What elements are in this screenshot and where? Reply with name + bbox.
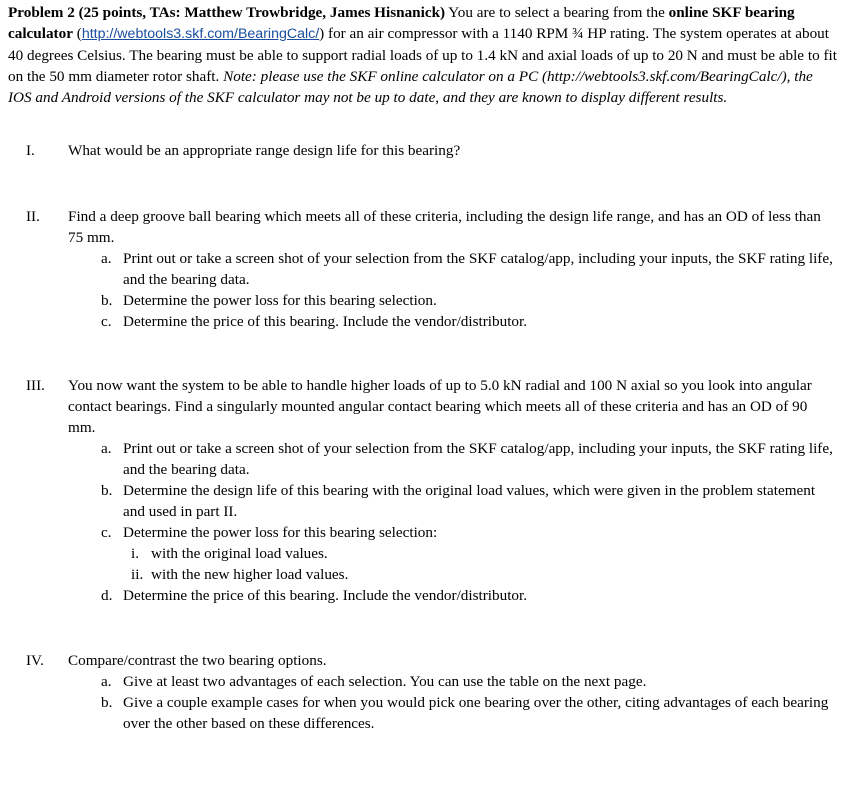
item-text: Determine the price of this bearing. Include the vendor/distributor. [123, 313, 528, 330]
section-2-number: II. [26, 208, 40, 225]
item-text: Determine the power loss for this bearing selection. [123, 292, 437, 309]
item-label: b. [101, 694, 113, 711]
section-1 [8, 140, 838, 161]
item-label: d. [101, 587, 113, 604]
section-4-text: Compare/contrast the two bearing options. [68, 652, 327, 669]
calculator-name: online SKF bearing calculator [8, 4, 795, 42]
intro-paragraph [8, 2, 838, 108]
item-label: a. [101, 250, 112, 267]
item-label: b. [101, 482, 113, 499]
intro-text-1: You are to select a bearing from the [445, 4, 669, 21]
item-text: Give at least two advantages of each selection. You can use the table on the next page. [123, 673, 647, 690]
section-4-item-a [101, 671, 838, 692]
section-3-item-c-i [131, 543, 838, 564]
section-3-text: You now want the system to be able to handle higher loads of up to 5.0 kN radial and 100 N axial so you look into angular contact bearings. Find a singularly mounted angular contact bearing which meets all of these criteria and has an OD of 90 mm. [68, 377, 812, 436]
item-text: with the new higher load values. [151, 566, 349, 583]
section-2-item-a [101, 248, 838, 290]
section-4-number: IV. [26, 652, 44, 669]
item-label: ii. [131, 566, 144, 583]
section-3-item-d [101, 585, 838, 606]
skf-calculator-link[interactable]: http://webtools3.skf.com/BearingCalc/ [81, 26, 320, 42]
section-2 [8, 206, 838, 332]
section-2-item-b [101, 290, 838, 311]
section-3-item-b [101, 480, 838, 522]
section-3-item-c [101, 522, 838, 543]
section-4 [8, 650, 838, 734]
item-text: Determine the power loss for this bearing selection: [123, 524, 438, 541]
item-text: with the original load values. [151, 545, 328, 562]
item-label: i. [131, 545, 140, 562]
item-text: Determine the price of this bearing. Include the vendor/distributor. [123, 587, 528, 604]
item-label: a. [101, 440, 112, 457]
intro-text-3: ) for an air compressor with a 1140 RPM ¾ HP rating. The system operates at about 40 degrees Celsius. The bearing must be able to support radial loads of up to 1.4 kN and axial loads of up to 20 N and must be able to fit on the 50 mm diameter rotor shaft. [8, 25, 837, 85]
item-text: Print out or take a screen shot of your selection from the SKF catalog/app, including your inputs, the SKF rating life, and the bearing data. [123, 250, 833, 288]
section-3-item-a [101, 438, 838, 480]
problem-heading: Problem 2 (25 points, TAs: Matthew Trowbridge, James Hisnanick) [8, 4, 446, 21]
section-2-item-c [101, 311, 838, 332]
section-3 [8, 375, 838, 606]
section-4-item-b [101, 692, 838, 734]
section-3-number: III. [26, 377, 45, 394]
intro-text-2: ( [72, 25, 82, 42]
section-3-item-c-ii [131, 564, 838, 585]
section-1-text: What would be an appropriate range design life for this bearing? [68, 142, 461, 159]
section-2-text: Find a deep groove ball bearing which meets all of these criteria, including the design life range, and has an OD of less than 75 mm. [68, 208, 821, 246]
section-1-number: I. [26, 142, 35, 159]
item-label: a. [101, 673, 112, 690]
item-label: b. [101, 292, 113, 309]
item-text: Determine the design life of this bearing with the original load values, which were given in the problem statement and used in part II. [123, 482, 816, 520]
item-text: Give a couple example cases for when you would pick one bearing over the other, citing advantages of each bearing over the other based on these differences. [123, 694, 829, 732]
intro-note: Note: please use the SKF online calculator on a PC (http://webtools3.skf.com/BearingCalc/), the IOS and Android versions of the SKF calculator may not be up to date, and they are known to display different results. [8, 68, 813, 106]
item-label: c. [101, 313, 112, 330]
item-text: Print out or take a screen shot of your selection from the SKF catalog/app, including your inputs, the SKF rating life, and the bearing data. [123, 440, 833, 478]
problem-intro [8, 2, 838, 108]
item-label: c. [101, 524, 112, 541]
